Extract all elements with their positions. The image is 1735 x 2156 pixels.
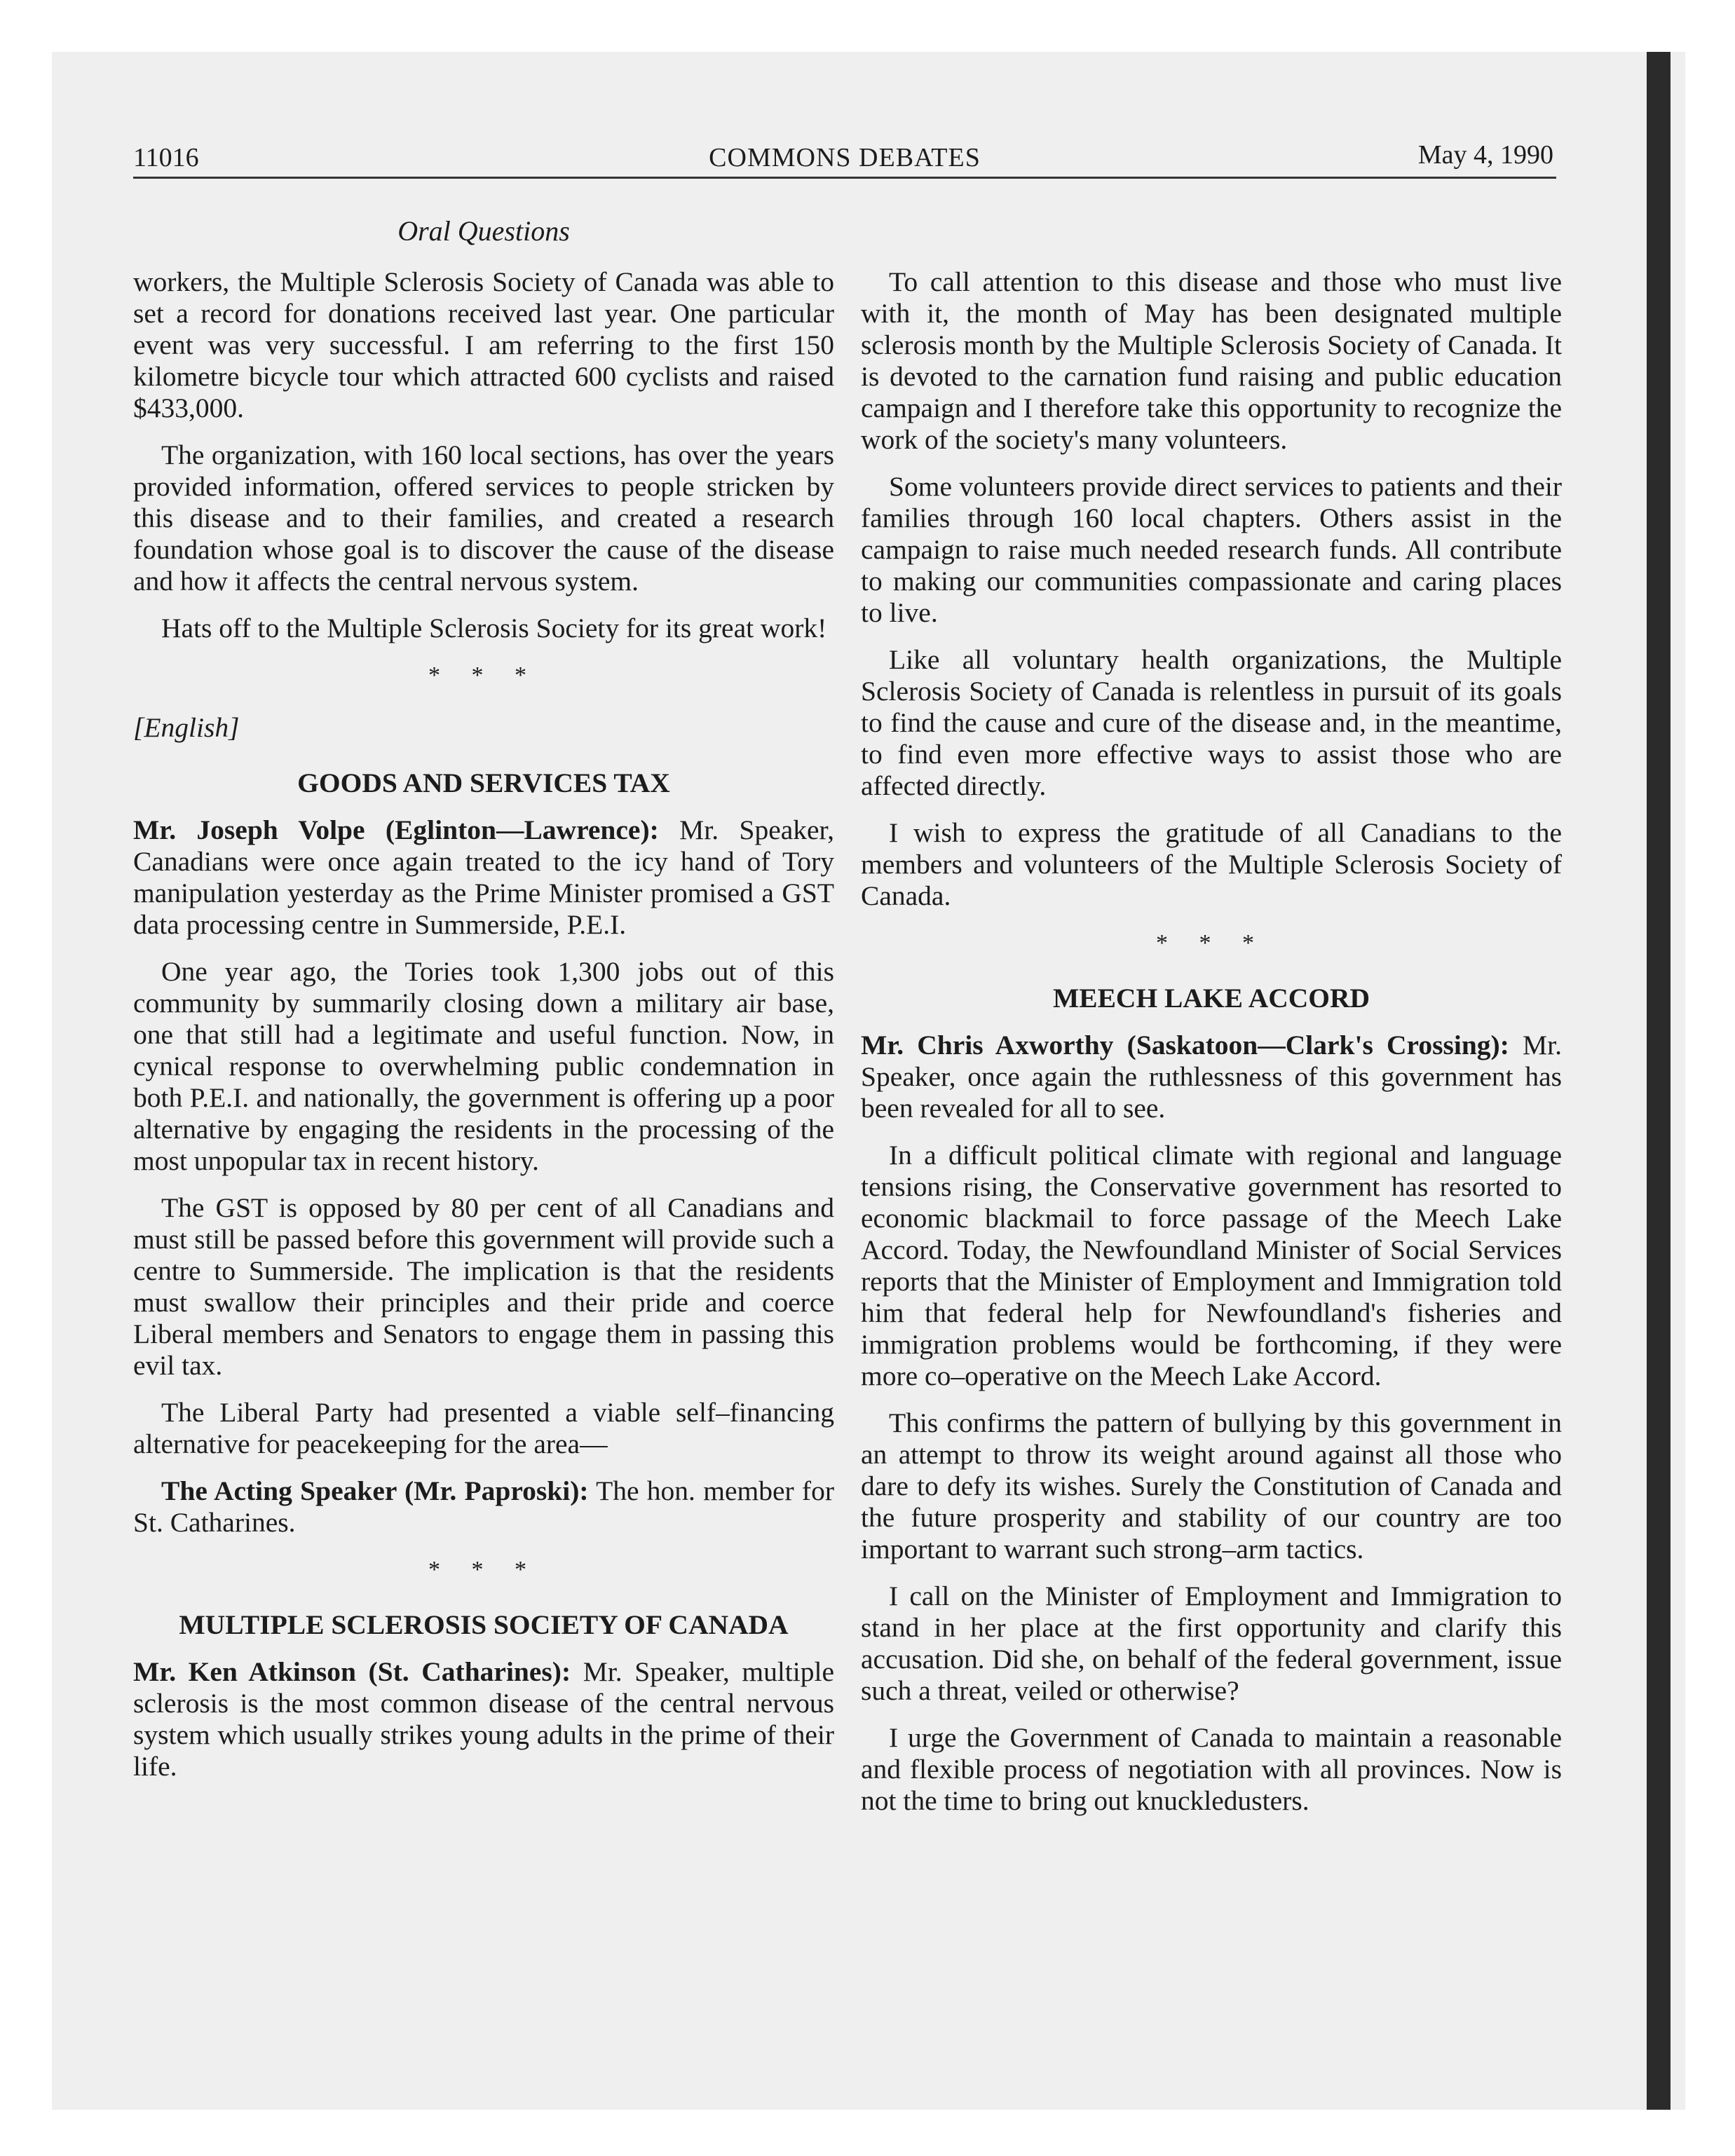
speech-paragraph [133,814,834,941]
speech-text: The hon. member for St. Catharines. [133,1475,834,1538]
speech-text: Mr. Speaker, once again the ruthlessness of this government has been revealed for all to see. [861,1030,1562,1124]
running-head [133,139,1556,179]
paragraph: Hats off to the Multiple Sclerosis Society for its great work! [161,613,827,643]
speaker-name: Mr. Ken Atkinson (St. Catharines): [133,1656,571,1687]
debate-heading: MEECH LAKE ACCORD [1052,983,1370,1014]
paragraph: To call attention to this disease and those who must live with it, the month of May has been designated multiple sclerosis month by the Multiple Sclerosis Society of Canada. It is devoted to the carnation fund raising and public education campaign and I therefore take this opportunity to recognize the work of the society's many volunteers. [861,266,1562,455]
paragraph: Some volunteers provide direct services to patients and their families through 160 local chapters. Others assist in the campaign to raise much needed research funds. All contribute to making our communities compassionate and caring places to live. [861,471,1562,628]
speech-paragraph [133,1475,834,1538]
section-label: Oral Questions [397,215,570,247]
scan-edge-shadow [1647,52,1671,2110]
paragraph: The GST is opposed by 80 per cent of all Canadians and must still be passed before this government will provide such a centre to Summerside. The implication is that the residents must swallow their principles and their pride and coerce Liberal members and Senators to engage them in passing this evil tax. [133,1192,834,1381]
sitting-date: May 4, 1990 [1417,140,1553,170]
paragraph: This confirms the pattern of bullying by this government in an attempt to throw its weight around against all those who dare to defy its wishes. Surely the Constitution of Canada and the future prosperity and stability of our country are too important to warrant such strong–arm tactics. [861,1407,1562,1564]
paragraph: The organization, with 160 local sections, has over the years provided information, offered services to people stricken by this disease and to their families, and created a research foundation whose goal is to discover the cause of the disease and how it affects the central nervous system. [133,439,834,596]
paragraph: In a difficult political climate with regional and language tensions rising, the Conservative government has resorted to economic blackmail to force passage of the Meech Lake Accord. Today, the Newfoundland Minister of Social Services reports that the Minister of Employment and Immigration told him that federal help for Newfoundland's fisheries and immigration problems would be forthcoming, if they were more co–operative on the Meech Lake Accord. [861,1140,1562,1391]
section-separator: * * * [428,1557,539,1583]
publication-title: COMMONS DEBATES [709,143,981,172]
paragraph: I urge the Government of Canada to maintain a reasonable and flexible process of negotiation with all provinces. Now is not the time to bring out knuckledusters. [861,1722,1562,1816]
speech-paragraph [861,1030,1562,1124]
section-separator: * * * [1156,930,1267,956]
language-marker: [English] [133,712,240,743]
speaker-name: Mr. Joseph Volpe (Eglinton—Lawrence): [133,814,659,845]
paragraph: Like all voluntary health organizations, the Multiple Sclerosis Society of Canada is relentless in pursuit of its goals to find the cause and cure of the disease and, in the meantime, to find even more effective ways to assist those who are affected directly. [861,644,1562,801]
right-column [861,266,1562,1832]
speaker-name: Mr. Chris Axworthy (Saskatoon—Clark's Crossing): [861,1030,1509,1060]
paragraph: The Liberal Party had presented a viable self–financing alternative for peacekeeping for the area— [133,1397,834,1459]
paragraph: workers, the Multiple Sclerosis Society of Canada was able to set a record for donations received last year. One particular event was very successful. I am referring to the first 150 kilometre bicycle tour which attracted 600 cyclists and raised $433,000. [133,266,834,423]
speech-text: Mr. Speaker, multiple sclerosis is the most common disease of the central nervous system which usually strikes young adults in the prime of their life. [133,1656,835,1782]
paragraph: One year ago, the Tories took 1,300 jobs out of this community by summarily closing down a military air base, one that still had a legitimate and useful function. Now, in cynical response to overwhelming public condemnation in both P.E.I. and nationally, the government is offering up a poor alternative by engaging the residents in the processing of the most unpopular tax in recent history. [133,956,834,1176]
section-separator: * * * [428,662,539,688]
page-number: 11016 [133,143,199,172]
paragraph: I wish to express the gratitude of all Canadians to the members and volunteers of the Multiple Sclerosis Society of Canada. [861,817,1562,911]
debate-heading: MULTIPLE SCLEROSIS SOCIETY OF CANADA [179,1609,789,1640]
speech-paragraph [133,1656,834,1782]
speaker-name: The Acting Speaker (Mr. Paproski): [161,1475,589,1506]
speech-text: Mr. Speaker, Canadians were once again treated to the icy hand of Tory manipulation yesterday as the Prime Minister promised a GST data processing centre in Summerside, P.E.I. [133,814,835,940]
debate-heading: GOODS AND SERVICES TAX [297,767,670,798]
left-column [133,266,834,1798]
paragraph: I call on the Minister of Employment and Immigration to stand in her place at the first opportunity and clarify this accusation. Did she, on behalf of the federal government, issue such a threat, veiled or otherwise? [861,1581,1562,1706]
